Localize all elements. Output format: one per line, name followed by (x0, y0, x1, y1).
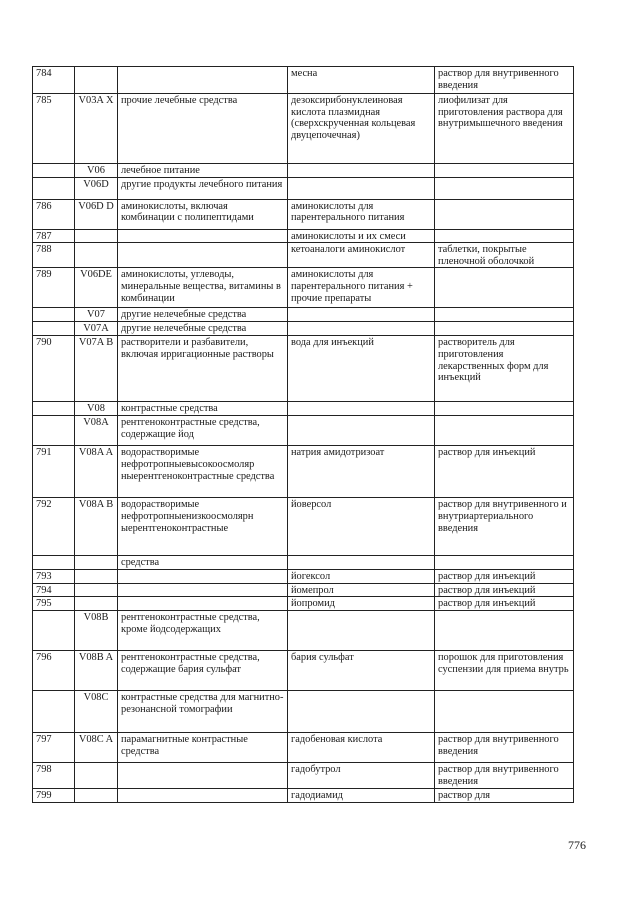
table-row (33, 402, 574, 416)
group-name-cell: аминокислоты, включая комбинации с полипептидами (118, 199, 288, 229)
group-name-cell: аминокислоты, углеводы, минеральные вещества, витамины в комбинации (118, 268, 288, 308)
group-name-cell: водорастворимые нефротропныевысокоосмоляр ныерентгеноконтрастные средства (118, 446, 288, 498)
substance-cell (288, 308, 435, 322)
table-body (33, 67, 574, 803)
dosage-form-cell: раствор для инъекций (435, 446, 574, 498)
substance-cell: аминокислоты для парентерального питания (288, 199, 435, 229)
row-number-cell: 791 (33, 446, 75, 498)
row-number-cell: 787 (33, 229, 75, 243)
row-number-cell (33, 691, 75, 733)
group-name-cell: другие продукты лечебного питания (118, 177, 288, 199)
dosage-form-cell: раствор для инъекций (435, 583, 574, 597)
group-name-cell (118, 763, 288, 789)
group-name-cell: контрастные средства (118, 402, 288, 416)
atc-code-cell: V08B A (75, 651, 118, 691)
substance-cell (288, 416, 435, 446)
substance-cell: гадобеновая кислота (288, 733, 435, 763)
dosage-form-cell (435, 416, 574, 446)
group-name-cell: другие нелечебные средства (118, 322, 288, 336)
atc-code-cell: V08 (75, 402, 118, 416)
group-name-cell (118, 67, 288, 94)
row-number-cell: 793 (33, 569, 75, 583)
group-name-cell: контрастные средства для магнитно-резонансной томографии (118, 691, 288, 733)
substance-cell (288, 691, 435, 733)
dosage-form-cell: раствор для внутривенного введения (435, 763, 574, 789)
substance-cell: вода для инъекций (288, 336, 435, 402)
substance-cell (288, 556, 435, 570)
table-row (33, 569, 574, 583)
row-number-cell (33, 556, 75, 570)
row-number-cell: 788 (33, 243, 75, 268)
dosage-form-cell: раствор для (435, 789, 574, 803)
substance-cell (288, 164, 435, 178)
dosage-form-cell (435, 691, 574, 733)
table-row (33, 177, 574, 199)
atc-code-cell: V08B (75, 611, 118, 651)
substance-cell: йопромид (288, 597, 435, 611)
substance-cell: йомепрол (288, 583, 435, 597)
row-number-cell: 797 (33, 733, 75, 763)
table-row (33, 789, 574, 803)
dosage-form-cell: растворитель для приготовления лекарственных форм для инъекций (435, 336, 574, 402)
dosage-form-cell (435, 164, 574, 178)
table-row (33, 611, 574, 651)
substance-cell: аминокислоты и их смеси (288, 229, 435, 243)
dosage-form-cell: раствор для внутривенного введения (435, 67, 574, 94)
row-number-cell (33, 308, 75, 322)
group-name-cell (118, 243, 288, 268)
dosage-form-cell (435, 611, 574, 651)
substance-cell: аминокислоты для парентерального питания + прочие препараты (288, 268, 435, 308)
row-number-cell (33, 177, 75, 199)
dosage-form-cell (435, 199, 574, 229)
substance-cell (288, 177, 435, 199)
dosage-form-cell: таблетки, покрытые пленочной оболочкой (435, 243, 574, 268)
group-name-cell: лечебное питание (118, 164, 288, 178)
row-number-cell: 799 (33, 789, 75, 803)
table-row (33, 556, 574, 570)
atc-code-cell (75, 243, 118, 268)
row-number-cell: 794 (33, 583, 75, 597)
table-row (33, 446, 574, 498)
row-number-cell (33, 416, 75, 446)
dosage-form-cell (435, 308, 574, 322)
atc-code-cell: V08C A (75, 733, 118, 763)
group-name-cell: растворители и разбавители, включая ирригационные растворы (118, 336, 288, 402)
dosage-form-cell: раствор для внутривенного введения (435, 733, 574, 763)
atc-code-cell: V07A (75, 322, 118, 336)
substance-cell: йоверсол (288, 498, 435, 556)
dosage-form-cell (435, 229, 574, 243)
table-row (33, 416, 574, 446)
atc-code-cell: V08A B (75, 498, 118, 556)
row-number-cell: 790 (33, 336, 75, 402)
substance-cell: кетоаналоги аминокислот (288, 243, 435, 268)
group-name-cell (118, 583, 288, 597)
atc-code-cell: V03A X (75, 94, 118, 164)
dosage-form-cell (435, 177, 574, 199)
dosage-form-cell: лиофилизат для приготовления раствора для внутримышечного введения (435, 94, 574, 164)
table-row (33, 583, 574, 597)
table-row (33, 229, 574, 243)
substance-cell: бария сульфат (288, 651, 435, 691)
atc-code-cell (75, 789, 118, 803)
row-number-cell: 784 (33, 67, 75, 94)
substance-cell (288, 611, 435, 651)
substance-cell (288, 322, 435, 336)
atc-code-cell: V06 (75, 164, 118, 178)
atc-code-cell: V08A (75, 416, 118, 446)
atc-code-cell (75, 763, 118, 789)
row-number-cell (33, 611, 75, 651)
dosage-form-cell: раствор для инъекций (435, 597, 574, 611)
group-name-cell: другие нелечебные средства (118, 308, 288, 322)
table-row (33, 94, 574, 164)
group-name-cell: парамагнитные контрастные средства (118, 733, 288, 763)
group-name-cell: рентгеноконтрастные средства, содержащие йод (118, 416, 288, 446)
table-row (33, 763, 574, 789)
table-row (33, 322, 574, 336)
dosage-form-cell (435, 402, 574, 416)
atc-code-cell: V07 (75, 308, 118, 322)
row-number-cell: 786 (33, 199, 75, 229)
row-number-cell (33, 164, 75, 178)
dosage-form-cell: порошок для приготовления суспензии для приема внутрь (435, 651, 574, 691)
table-row (33, 651, 574, 691)
row-number-cell (33, 402, 75, 416)
substance-cell: месна (288, 67, 435, 94)
substance-cell (288, 402, 435, 416)
table-row (33, 199, 574, 229)
atc-code-cell: V07A B (75, 336, 118, 402)
dosage-form-cell (435, 556, 574, 570)
substance-cell: натрия амидотризоат (288, 446, 435, 498)
atc-code-cell (75, 597, 118, 611)
dosage-form-cell: раствор для инъекций (435, 569, 574, 583)
substance-cell: гадобутрол (288, 763, 435, 789)
atc-code-cell (75, 67, 118, 94)
group-name-cell (118, 597, 288, 611)
atc-code-cell (75, 583, 118, 597)
group-name-cell: средства (118, 556, 288, 570)
table-row (33, 733, 574, 763)
substance-cell: гадодиамид (288, 789, 435, 803)
dosage-form-cell (435, 322, 574, 336)
dosage-form-cell (435, 268, 574, 308)
table-row (33, 268, 574, 308)
group-name-cell: водорастворимые нефротропныенизкоосмолярн ыерентгеноконтрастные (118, 498, 288, 556)
group-name-cell (118, 569, 288, 583)
group-name-cell (118, 789, 288, 803)
row-number-cell: 785 (33, 94, 75, 164)
group-name-cell: прочие лечебные средства (118, 94, 288, 164)
group-name-cell (118, 229, 288, 243)
row-number-cell: 798 (33, 763, 75, 789)
atc-code-cell (75, 569, 118, 583)
atc-code-cell: V08C (75, 691, 118, 733)
atc-code-cell: V08A A (75, 446, 118, 498)
table-row (33, 691, 574, 733)
substance-cell: дезоксирибонуклеиновая кислота плазмидная (сверхскрученная кольцевая двуцепочечная) (288, 94, 435, 164)
drug-table (32, 66, 574, 803)
group-name-cell: рентгеноконтрастные средства, содержащие бария сульфат (118, 651, 288, 691)
row-number-cell: 792 (33, 498, 75, 556)
table-row (33, 336, 574, 402)
row-number-cell: 789 (33, 268, 75, 308)
row-number-cell (33, 322, 75, 336)
atc-code-cell: V06DE (75, 268, 118, 308)
table-row (33, 597, 574, 611)
dosage-form-cell: раствор для внутривенного и внутриартериального введения (435, 498, 574, 556)
row-number-cell: 795 (33, 597, 75, 611)
atc-code-cell (75, 229, 118, 243)
table-row (33, 498, 574, 556)
table-row (33, 243, 574, 268)
substance-cell: йогексол (288, 569, 435, 583)
atc-code-cell: V06D (75, 177, 118, 199)
table-row (33, 67, 574, 94)
row-number-cell: 796 (33, 651, 75, 691)
atc-code-cell: V06D D (75, 199, 118, 229)
page-number: 776 (568, 838, 586, 852)
atc-code-cell (75, 556, 118, 570)
group-name-cell: рентгеноконтрастные средства, кроме йодсодержащих (118, 611, 288, 651)
table-row (33, 164, 574, 178)
table-row (33, 308, 574, 322)
